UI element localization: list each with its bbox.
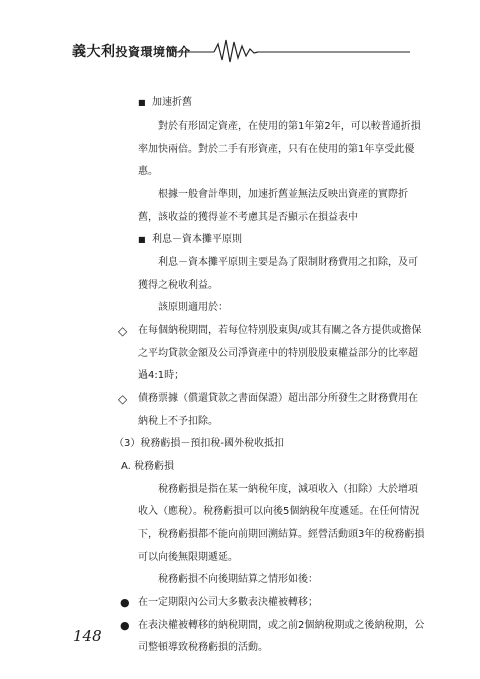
subheading-interest-capital: 利息－資本攤平原則 [152, 234, 242, 245]
paragraph-line: 該原則適用於： [158, 302, 228, 313]
paragraph-line: 對於有形固定資產，在使用的第1年第2年，可以較普通折損 [158, 121, 421, 132]
paragraph-line: 下，稅務虧損都不能向前期回溯結算。經營活動頭3年的稅務虧損 [138, 529, 425, 540]
list-item-line: 之平均貸款金額及公司淨資產中的特別股股東權益部分的比率超 [138, 348, 418, 359]
list-item-line: 在一定期限內公司大多數表決權被轉移； [138, 597, 318, 608]
dot-bullet-icon: ● [120, 619, 130, 632]
paragraph-line: 利息－資本攤平原則主要是為了限制財務費用之扣除，及可 [158, 257, 418, 268]
paragraph-line: 獲得之稅收利益。 [138, 280, 218, 291]
square-bullet-icon: ■ [138, 235, 146, 244]
paragraph-line: 舊，該收益的獲得並不考慮其是否顯示在損益表中 [138, 212, 358, 223]
paragraph-line: 稅務虧損是指在某一納稅年度，減項收入（扣除）大於增項 [158, 484, 418, 495]
list-item-line: 司整頓導致稅務虧損的活動。 [138, 642, 268, 653]
page-number: 148 [73, 627, 102, 645]
dot-bullet-icon: ● [120, 596, 130, 609]
paragraph-line: 根據一般會計準則，加速折舊並無法反映出資產的實際折 [158, 189, 408, 200]
header-title-main: 義大利 [72, 44, 116, 60]
list-item-line: 納稅上不予扣除。 [138, 416, 218, 427]
list-item-line: 債務票據（償還貸款之書面保證）超出部分所發生之財務費用在 [138, 393, 418, 404]
list-item-line: 在表決權被轉移的納稅期間，或之前2個納稅期或之後納稅期，公 [138, 620, 425, 631]
header-title [72, 41, 191, 61]
paragraph-line: 稅務虧損不向後期結算之情形如後： [158, 574, 318, 585]
paragraph-line: 可以向後無限期遞延。 [138, 552, 238, 563]
square-bullet-icon: ■ [138, 98, 146, 107]
section-heading: （3）稅務虧損－預扣稅-國外稅收抵扣 [114, 438, 284, 449]
header-title-sub: 投資環境簡介 [115, 45, 191, 59]
subheading-accelerated-depreciation: 加速折舊 [152, 97, 192, 108]
list-item-line: 在每個納稅期間，若每位特別股東與/或其有關之各方提供或擔保 [138, 325, 422, 336]
page-header [0, 32, 480, 72]
list-item-line: 過4:1時； [138, 370, 185, 381]
paragraph-line: 收入（應稅）。稅務虧損可以向後5個納稅年度遞延。在任何情況 [138, 506, 420, 517]
paragraph-line: 惠。 [138, 166, 158, 177]
paragraph-line: 率加快兩倍。對於二手有形資產，只有在使用的第1年享受此優 [138, 144, 415, 155]
diamond-bullet-icon: ◇ [118, 392, 128, 406]
subsection-heading: A. 稅務虧損 [121, 461, 175, 472]
diamond-bullet-icon: ◇ [118, 324, 128, 338]
